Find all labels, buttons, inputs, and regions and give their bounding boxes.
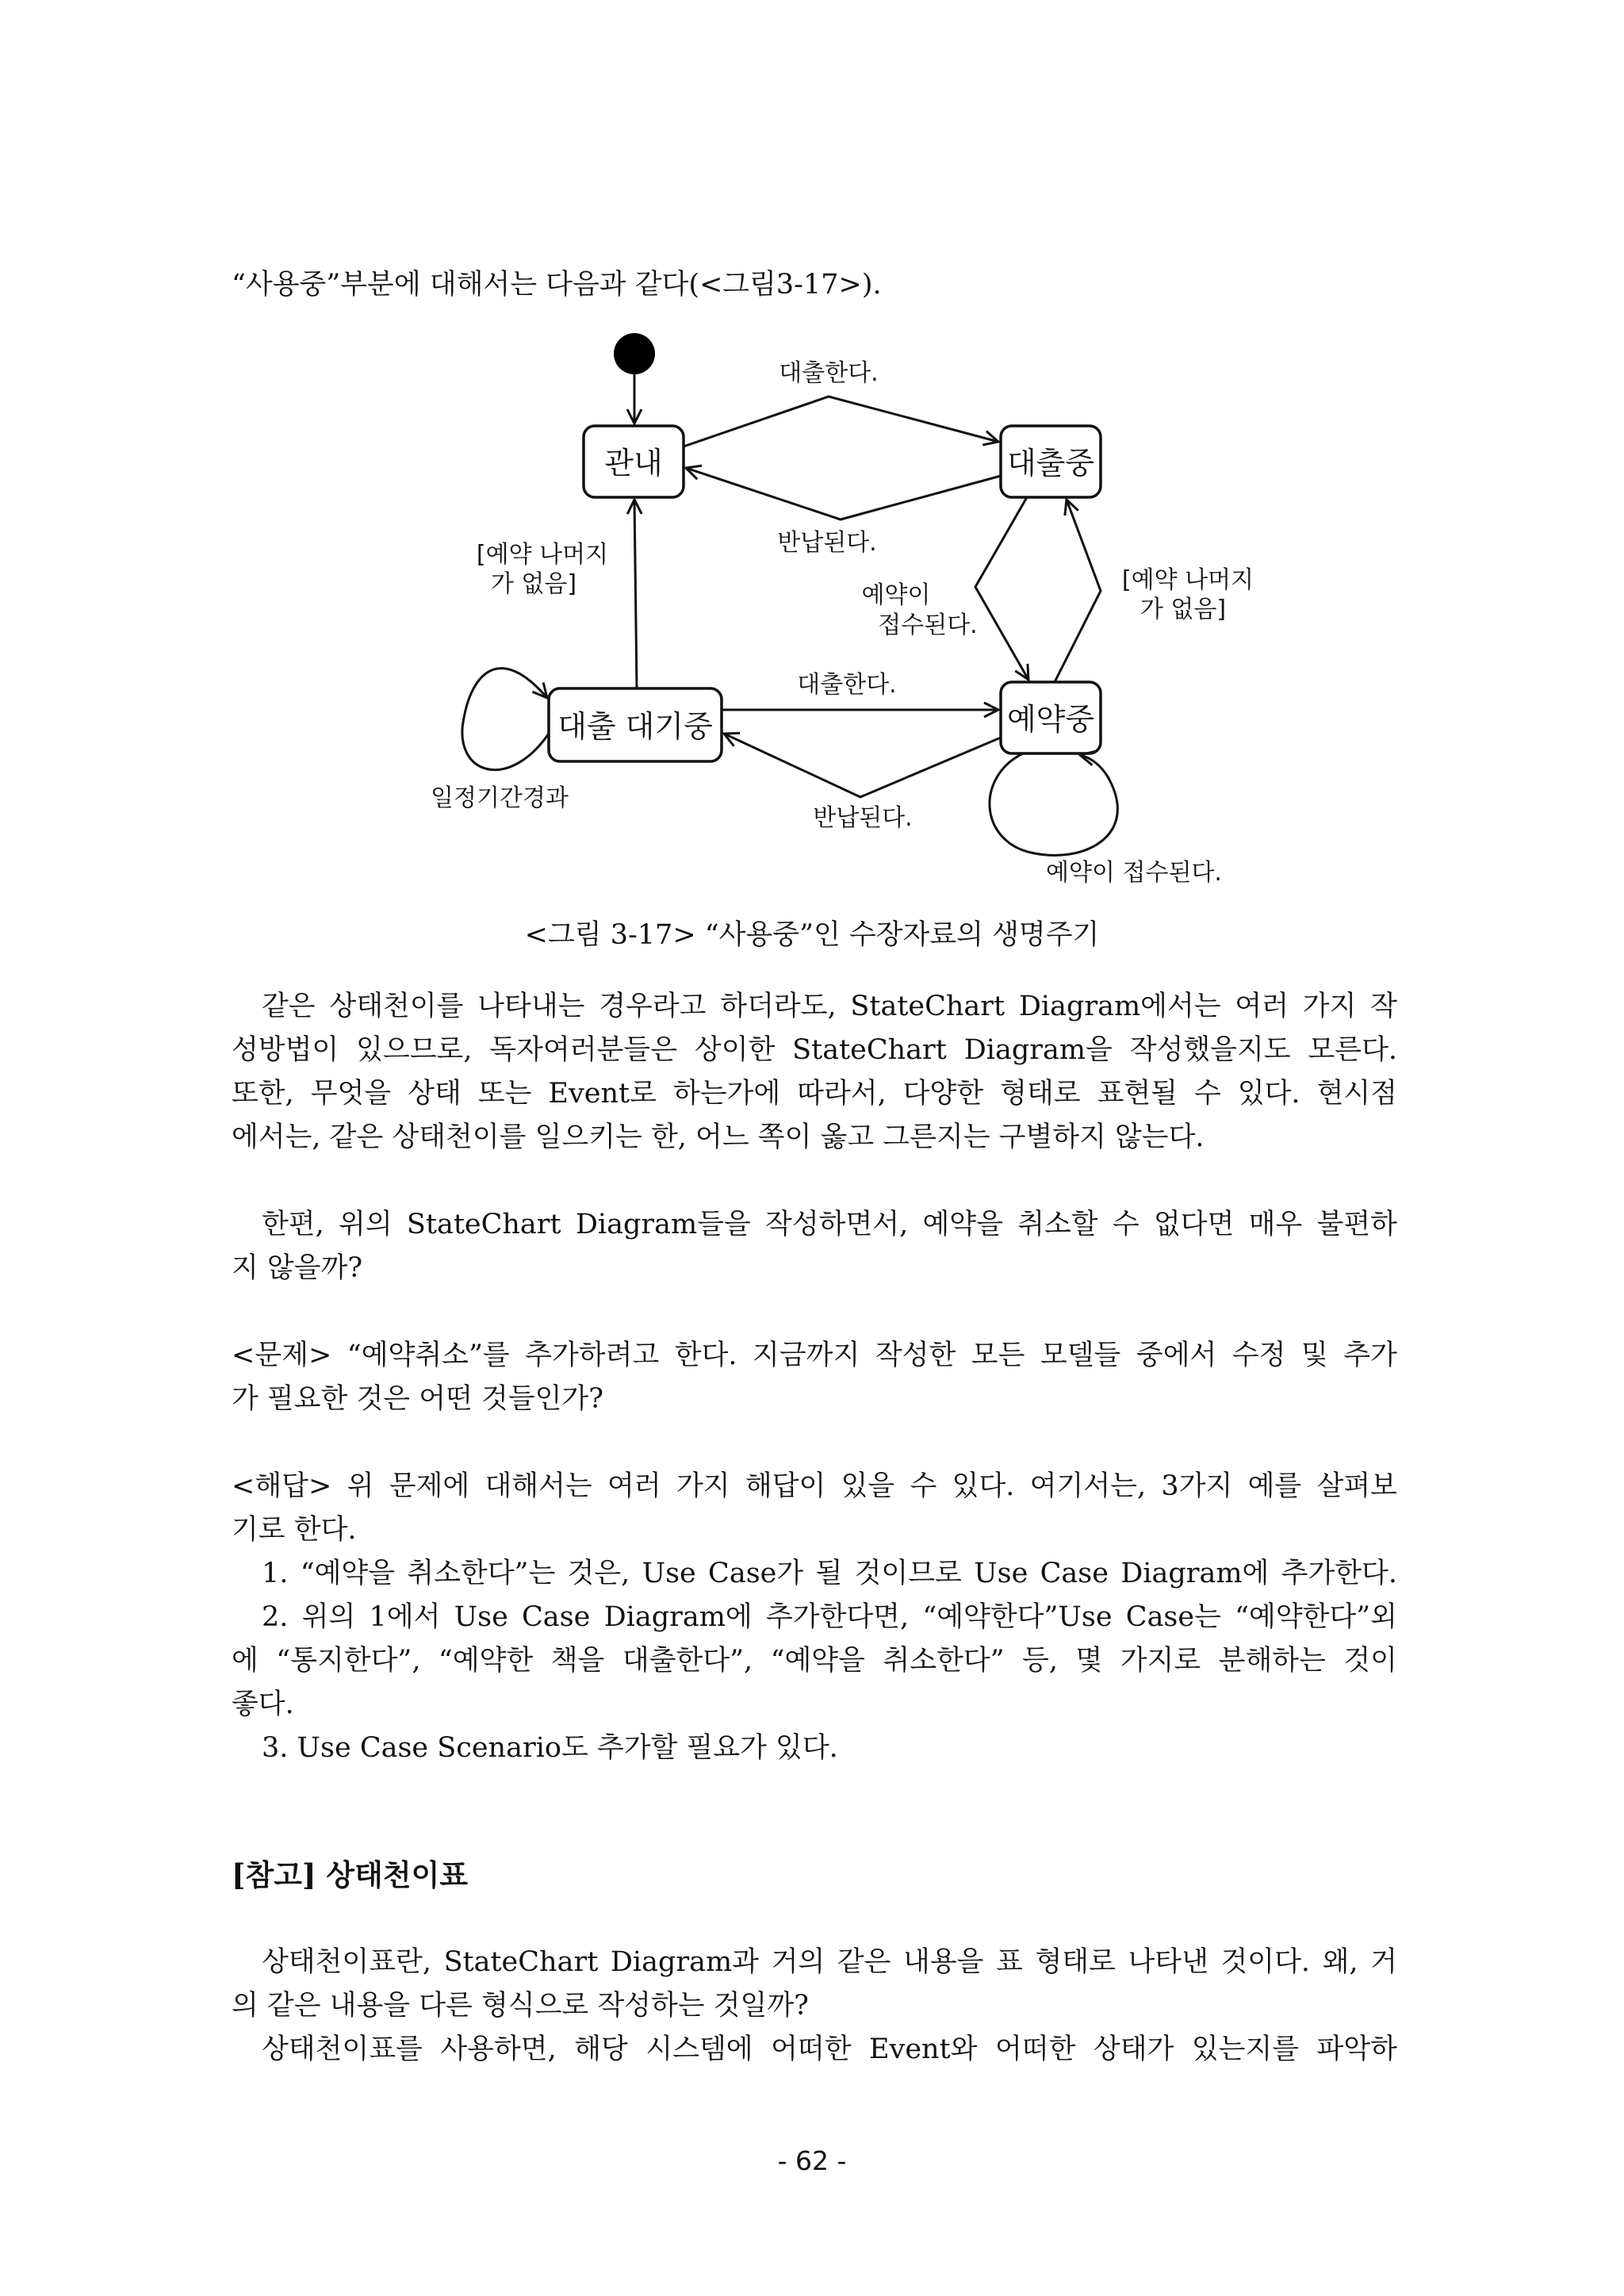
reference-heading: [참고] 상태천이표 <box>232 1857 469 1892</box>
item-2-line2: 에 “통지한다”, “예약한 책을 대출한다”, “예약을 취소한다” 등, 몇 가지로 분해하는 것이 <box>232 1645 1397 1677</box>
state-daechul-daegijung <box>549 688 722 761</box>
problem-line1: <문제> “예약취소”를 추가하려고 한다. 지금까지 작성한 모든 모델들 중에서 수정 및 추가 <box>232 1340 1397 1371</box>
transition-no-remaining-left <box>634 500 637 688</box>
item-1: 1. “예약을 취소한다”는 것은, Use Case가 될 것이므로 Use Case Diagram에 추가한다. <box>262 1558 1397 1589</box>
label-return-top: 반납된다. <box>777 529 877 557</box>
transition-return-bottom <box>724 734 1001 797</box>
transition-self-reservation-loop <box>990 753 1117 855</box>
page-number: - 62 - <box>777 2145 847 2176</box>
label-return-bottom: 반납된다. <box>813 804 913 832</box>
label-no-remaining-right-2: 가 없음] <box>1139 596 1227 623</box>
answer-line2: 기로 한다. <box>232 1514 357 1546</box>
reference-line2: 의 같은 내용을 다른 형식으로 작성하는 것일까? <box>232 1990 809 2022</box>
state-daechuljung-label: 대출중 <box>1006 446 1095 481</box>
label-reservation-1: 예약이 <box>861 581 931 609</box>
paragraph2-line2: 지 않을까? <box>232 1252 363 1284</box>
label-reservation-2: 접수된다. <box>878 611 978 639</box>
statechart-diagram <box>0 301 1624 904</box>
transition-return-top <box>686 468 1001 519</box>
initial-state-dot <box>614 333 655 374</box>
state-yeyakjung-label: 예약중 <box>1006 702 1095 737</box>
label-borrow-mid: 대출한다. <box>797 671 897 699</box>
reference-line1: 상태천이표란, StateChart Diagram과 거의 같은 내용을 표 형태로 나타낸 것이다. 왜, 거 <box>262 1946 1397 1978</box>
problem-line2: 가 필요한 것은 어떤 것들인가? <box>232 1383 603 1415</box>
label-period-elapsed: 일정기간경과 <box>431 784 569 812</box>
reference-line3: 상태천이표를 사용하면, 해당 시스템에 어떠한 Event와 어떠한 상태가 있는지를 파악하 <box>262 2033 1397 2065</box>
label-no-remaining-right-1: [예약 나머지 <box>1121 566 1254 594</box>
item-2-line3: 좋다. <box>232 1688 294 1720</box>
label-borrow-top: 대출한다. <box>779 359 879 387</box>
label-no-remaining-left-1: [예약 나머지 <box>476 541 609 569</box>
paragraph1-line1: 같은 상태천이를 나타내는 경우라고 하더라도, StateChart Diagram에서는 여러 가지 작 <box>262 991 1397 1022</box>
paragraph1-line3: 또한, 무엇을 상태 또는 Event로 하는가에 따라서, 다양한 형태로 표현될 수 있다. 현시점 <box>232 1078 1397 1110</box>
paragraph1-line4: 에서는, 같은 상태천이를 일으키는 한, 어느 쪽이 옳고 그른지는 구별하지 않는다. <box>232 1121 1205 1153</box>
transition-borrow-top <box>684 397 998 447</box>
figure-caption: <그림 3-17> “사용중”인 수장자료의 생명주기 <box>524 919 1100 951</box>
transition-period-elapsed-loop <box>462 669 549 770</box>
label-self-reservation: 예약이 접수된다. <box>1046 859 1222 887</box>
paragraph1-line2: 성방법이 있으므로, 독자여러분들은 상이한 StateChart Diagram을 작성했을지도 모른다. <box>232 1034 1397 1066</box>
label-no-remaining-left-2: 가 없음] <box>490 570 577 598</box>
answer-line1: <해답> 위 문제에 대해서는 여러 가지 해답이 있을 수 있다. 여기서는, 3가지 예를 살펴보 <box>232 1470 1397 1502</box>
paragraph2-line1: 한편, 위의 StateChart Diagram들을 작성하면서, 예약을 취소할 수 없다면 매우 불편하 <box>262 1209 1397 1240</box>
state-gwannae-label: 관내 <box>604 446 663 481</box>
item-3: 3. Use Case Scenario도 추가할 필요가 있다. <box>262 1732 838 1764</box>
state-daechul-daegijung-label: 대출 대기중 <box>557 709 713 744</box>
state-gwannae <box>584 426 684 497</box>
transition-no-remaining-right <box>1055 500 1101 682</box>
intro-text: “사용중”부분에 대해서는 다음과 같다(<그림3-17>). <box>232 269 882 301</box>
state-yeyakjung <box>1001 682 1101 753</box>
item-2-line1: 2. 위의 1에서 Use Case Diagram에 추가한다면, “예약한다”Use Case는 “예약한다”외 <box>262 1601 1397 1633</box>
transition-reservation <box>975 497 1028 680</box>
state-daechuljung <box>1001 426 1101 497</box>
